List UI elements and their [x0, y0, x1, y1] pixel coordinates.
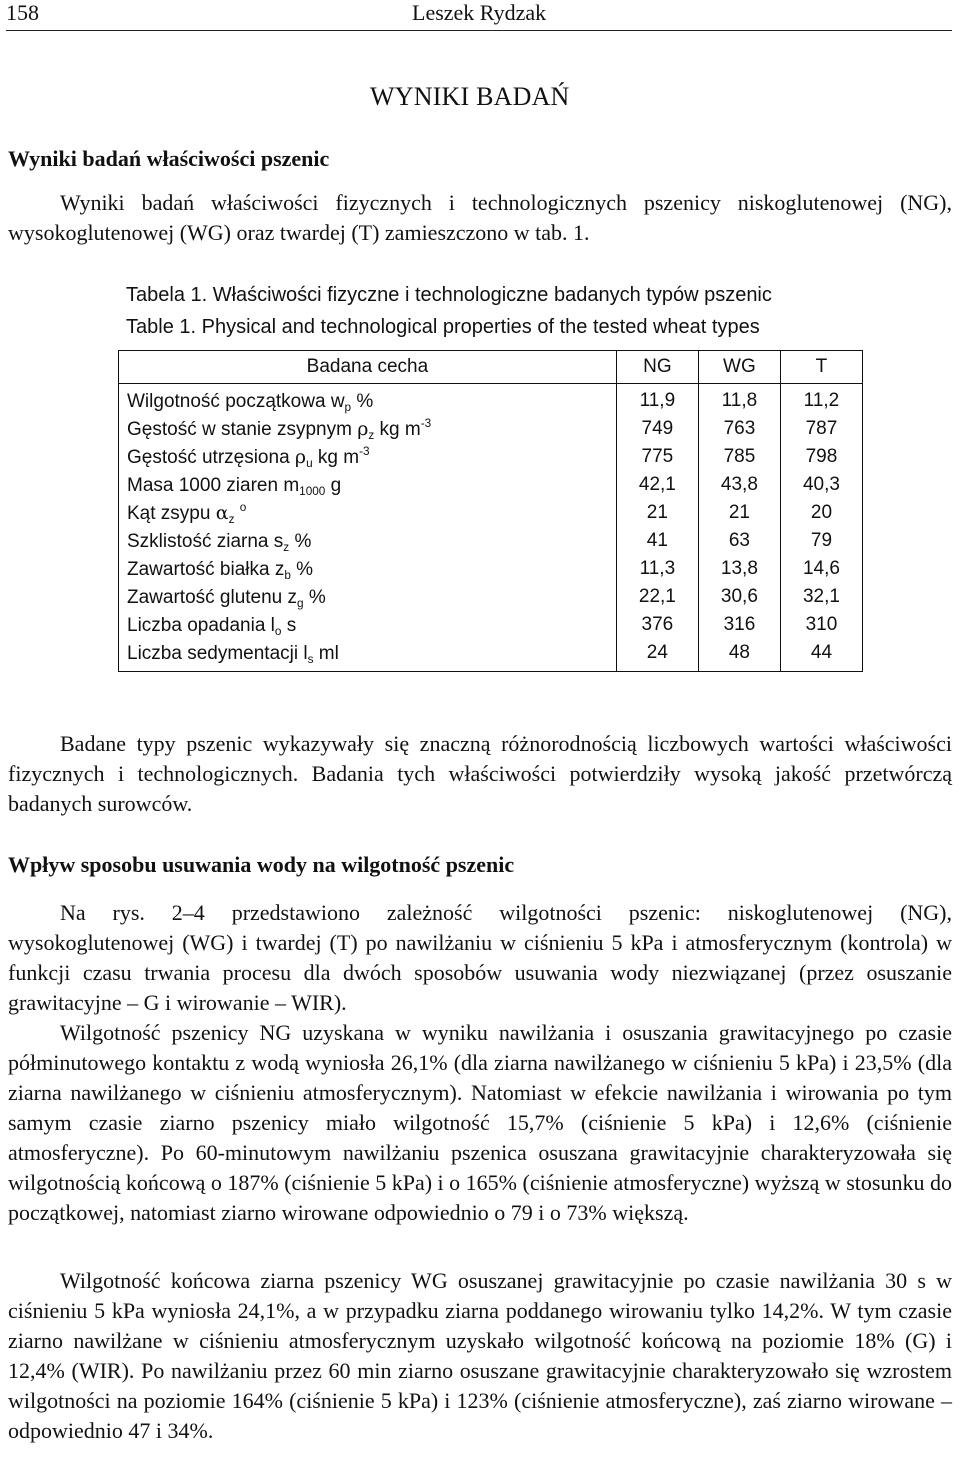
value-wg: 785 [698, 443, 780, 471]
table-row [119, 611, 863, 639]
value-t: 20 [810, 502, 833, 523]
table-row [119, 583, 863, 611]
value-wg: 11,8 [698, 384, 780, 416]
column-header-ng: NG [616, 351, 698, 384]
table-caption-en: Table 1. Physical and technological properties of the tested wheat types [126, 316, 760, 338]
running-author: Leszek Rydzak [412, 0, 547, 25]
intro-paragraph: Wyniki badań właściwości fizycznych i technologicznych pszenicy niskoglutenowej (NG), wysokoglutenowej (WG) oraz twardej (T) zamieszczono w tab. 1. [8, 190, 952, 245]
value-ng: 24 [616, 639, 698, 672]
table-row [119, 555, 863, 583]
table-row [119, 384, 863, 416]
table-row [119, 499, 863, 527]
column-header-property: Badana cecha [119, 351, 617, 384]
value-wg: 13,8 [698, 555, 780, 583]
page-number: 158 [6, 0, 39, 25]
value-t: 32,1 [802, 586, 840, 607]
table-body [119, 384, 863, 672]
property-label: Gęstość w stanie zsypnym $\rho_z$ kg $m^{-3}$ [119, 415, 617, 443]
value-ng: 11,9 [616, 384, 698, 416]
table-row [119, 415, 863, 443]
table-header-row [119, 351, 863, 384]
value-t: 787 [805, 418, 838, 439]
value-t: 14,6 [802, 558, 840, 579]
body-paragraph: Wilgotność końcowa ziarna pszenicy WG osuszanej grawitacyjnie po czasie nawilżania 30 s w ciśnieniu 5 kPa wyniosła 24,1%, a w przypadku ziarna poddanego wirowaniu tylko 14,2%. W tym czasie ziarno nawilżane w ciśnieniu atmosferycznym uzyskało wilgotność końcową na poziomie 18% (G) i 12,4% (WIR). Po nawilżaniu przez 60 min ziarno osuszane grawitacyjnie charakteryzowało się wzrostem wilgotności na poziomie 164% (ciśnienie 5 kPa) i 123% (ciśnienie atmosferyczne), zaś ziarno wirowane – odpowiednio 47 i 34%. [8, 1268, 952, 1443]
header-rule [6, 30, 952, 31]
value-ng: 42,1 [616, 471, 698, 499]
value-wg: 316 [698, 611, 780, 639]
properties-table [118, 350, 863, 672]
property-label: Szklistość ziarna $s_z$ % [119, 527, 617, 555]
property-label: Gęstość utrzęsiona $\rho_u$ kg $m^{-3}$ [119, 443, 617, 471]
value-wg: 43,8 [698, 471, 780, 499]
table-row [119, 527, 863, 555]
table-row [119, 471, 863, 499]
value-wg: 21 [698, 499, 780, 527]
value-wg: 763 [698, 415, 780, 443]
table-row [119, 639, 863, 672]
value-t: 79 [810, 530, 833, 551]
table-row [119, 443, 863, 471]
value-ng: 21 [616, 499, 698, 527]
property-label: Wilgotność początkowa $w_p$ % [119, 384, 617, 416]
value-ng: 22,1 [616, 583, 698, 611]
value-ng: 11,3 [616, 555, 698, 583]
subsection-title-properties: Wyniki badań właściwości pszenic [8, 146, 330, 171]
value-t: 310 [805, 614, 838, 635]
value-wg: 48 [698, 639, 780, 672]
value-ng: 376 [616, 611, 698, 639]
column-header-wg: WG [698, 351, 780, 384]
value-wg: 63 [698, 527, 780, 555]
value-t: 798 [805, 446, 838, 467]
property-label: Zawartość białka $z_b$ % [119, 555, 617, 583]
value-t: 40,3 [802, 474, 840, 495]
summary-paragraph: Badane typy pszenic wykazywały się znaczną różnorodnością liczbowych wartości właściwości fizycznych i technologicznych. Badania tych właściwości potwierdziły wysoką jakość przetwórczą badanych surowców. [8, 731, 952, 816]
property-label: Zawartość glutenu $z_g$ % [119, 583, 617, 611]
value-ng: 775 [616, 443, 698, 471]
body-paragraph: Wilgotność pszenicy NG uzyskana w wyniku nawilżania i osuszania grawitacyjnego po czasie półminutowego kontaktu z wodą wyniosła 26,1% (dla ziarna nawilżanego w ciśnieniu 5 kPa) i 23,5% (dla ziarna nawilżanego w ciśnieniu atmosferycznym). Natomiast w efekcie nawilżania i wirowania po tym samym czasie ziarno pszenicy miało wilgotność 15,7% (ciśnienie 5 kPa) i 12,6% (ciśnienie atmosferyczne). Po 60-minutowym nawilżaniu pszenica osuszana grawitacyjnie charakteryzowała się wilgotnością końcową o 187% (ciśnienie 5 kPa) i o 165% (ciśnienie atmosferyczne) wyższą w stosunku do początkowej, natomiast ziarno wirowane odpowiednio o 79 i o 73% większą. [8, 1020, 952, 1225]
value-ng: 41 [616, 527, 698, 555]
property-label: Liczba opadania $l_o$ s [119, 611, 617, 639]
property-label: Masa 1000 ziaren $m_{1000}$ g [119, 471, 617, 499]
subsection-title-water-removal: Wpływ sposobu usuwania wody na wilgotność pszenic [8, 852, 515, 877]
running-header [6, 0, 952, 32]
body-paragraph: Na rys. 2–4 przedstawiono zależność wilgotności pszenic: niskoglutenowej (NG), wysokoglutenowej (WG) i twardej (T) po nawilżaniu w ciśnieniu 5 kPa i atmosferycznym (kontrola) w funkcji czasu trwania procesu dla dwóch sposobów usuwania wody niezwiązanej (przez osuszanie grawitacyjne – G i wirowanie – WIR). [8, 900, 952, 1015]
value-wg: 30,6 [698, 583, 780, 611]
section-title: WYNIKI BADAŃ [370, 82, 570, 111]
value-ng: 749 [616, 415, 698, 443]
value-t: 44 [810, 642, 833, 663]
column-header-t: T [780, 351, 862, 384]
property-label: Liczba sedymentacji $l_s$ ml [119, 639, 617, 672]
value-t: 11,2 [803, 390, 840, 411]
table-caption-pl: Tabela 1. Właściwości fizyczne i technologiczne badanych typów pszenic [126, 284, 772, 306]
property-label: Kąt zsypu $\alpha_z$ $^o$ [119, 499, 617, 527]
